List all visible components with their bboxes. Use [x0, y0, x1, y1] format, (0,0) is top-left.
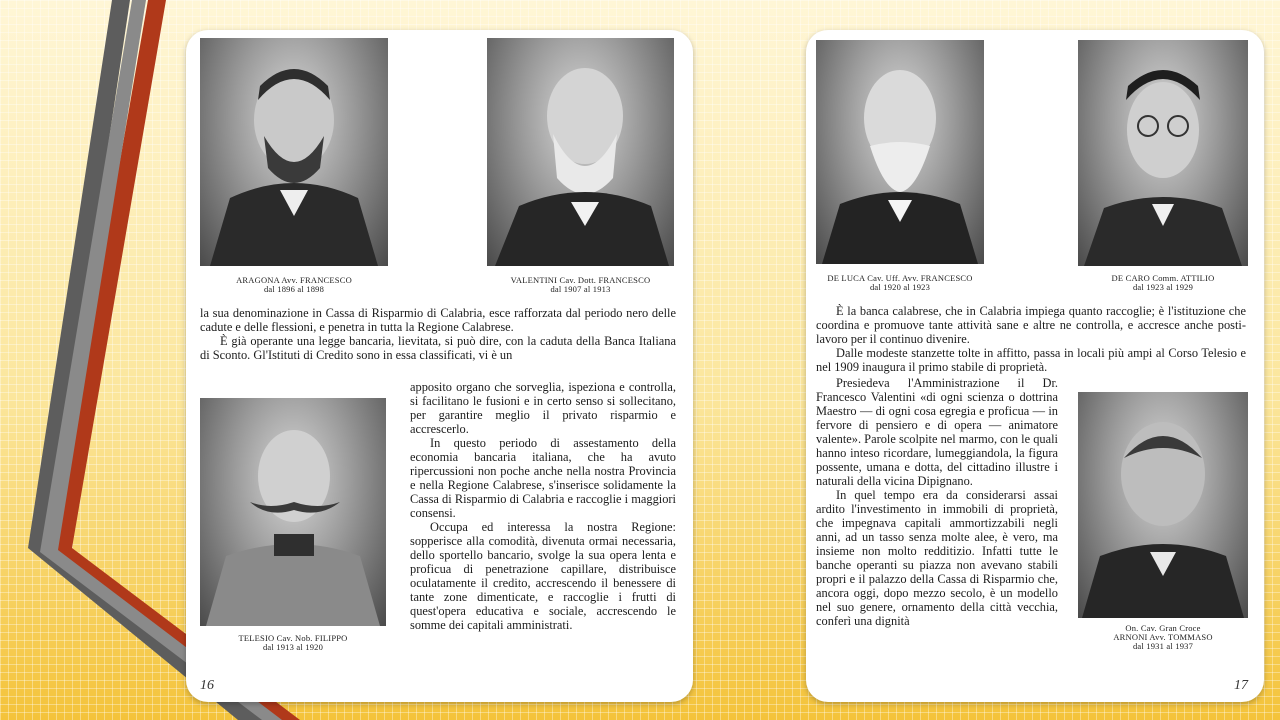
- paragraph: Occupa ed interessa la nostra Regione: sopperisce alla comodità, divenuta ormai necessaria, dello sportello bancario, svolge la sua opera lenta e proficua di penetrazione capillare, distribuisce oculatamente il credito, accrescendo il benessere di tante zone dimenticate, e raccoglie i frutti di quest'opera educativa e sociale, accrescendo le somme dei capitali amministrati.: [410, 520, 676, 632]
- portrait-telesio: [200, 398, 386, 626]
- portrait-valentini: [487, 38, 674, 266]
- caption-dates: dal 1913 al 1920: [262, 642, 324, 652]
- page-number: 17: [1234, 678, 1248, 693]
- paragraph: In quel tempo era da considerarsi assai ardito l'investimento in immobili di proprietà, che impegnava capitali ammortizzabili negli anni, ad un tasso senza molte alee, è vero, ma insieme non molto redditizio. Infatti tutte le banche operanti su piazza non avevano stabili propri e il palazzo della Cassa di Risparmio che, ancora oggi, dopo mezzo secolo, è un modello nel suo genere, ornamento della città vecchia, conferì una dignità: [816, 488, 1058, 628]
- paragraph: È già operante una legge bancaria, lievitata, si può dire, con la caduta della Banca Italiana di Sconto. Gl'Istituti di Credito sono in essa classificati, vi è un: [200, 334, 676, 362]
- portrait-de-caro: [1078, 40, 1248, 266]
- caption-de-luca: [806, 274, 994, 292]
- portrait-de-luca: [816, 40, 984, 264]
- caption-dates: dal 1896 al 1898: [263, 284, 325, 294]
- portrait-photo-icon: [487, 38, 674, 266]
- caption-valentini: [487, 276, 674, 294]
- caption-aragona: [200, 276, 388, 294]
- paragraph: È la banca calabrese, che in Calabria impiega quanto raccoglie; è l'istituzione che coordina e promuove tante attività sane e altre ne controlla, e accresce anche posti-lavoro per il continuo divenire.: [816, 304, 1246, 346]
- page-number: 16: [200, 678, 214, 693]
- paragraph: Presiedeva l'Amministrazione il Dr. Francesco Valentini «di ogni scienza o dottrina Maestro — di ogni cosa egregia e proficua — in fervore di pensiero e di opera — animatore valente». Parole scolpite nel marmo, con le quali hanno inteso ricordare, lumeggiandola, la figura possente, umana e dotta, del cittadino illustre i naturali della vicina Dipignano.: [816, 376, 1058, 488]
- right-text-column: [816, 376, 1058, 628]
- caption-dates: dal 1923 al 1929: [1132, 282, 1194, 292]
- caption-dates: dal 1920 al 1923: [869, 282, 931, 292]
- portrait-photo-icon: [1078, 392, 1248, 618]
- caption-name: VALENTINI Cav. Dott. FRANCESCO: [510, 275, 651, 285]
- paragraph: In questo periodo di assestamento della economia bancaria italiana, che ha avuto ripercussioni non poche anche nella nostra Provincia e nella Regione Calabrese, s'inserisce solidamente la Cassa di Risparmio di Calabria e raccoglie i maggiori consensi.: [410, 436, 676, 520]
- left-page: [186, 30, 693, 702]
- portrait-photo-icon: [200, 398, 386, 626]
- caption-name: DE CARO Comm. ATTILIO: [1111, 273, 1215, 283]
- caption-telesio: [200, 634, 386, 652]
- caption-de-caro: [1078, 274, 1248, 292]
- portrait-photo-icon: [816, 40, 984, 264]
- paragraph: la sua denominazione in Cassa di Risparmio di Calabria, esce rafforzata dal periodo nero delle cadute e delle flessioni, e penetra in tutta la Regione Calabrese.: [200, 306, 676, 334]
- caption-arnoni: [1078, 624, 1248, 651]
- portrait-photo-icon: [1078, 40, 1248, 266]
- caption-name: ARAGONA Avv. FRANCESCO: [236, 275, 352, 285]
- portrait-aragona: [200, 38, 388, 266]
- right-text-top: [816, 304, 1246, 374]
- caption-name: DE LUCA Cav. Uff. Avv. FRANCESCO: [827, 273, 973, 283]
- right-page: [806, 30, 1264, 702]
- caption-name: ARNONI Avv. TOMMASO: [1113, 632, 1213, 642]
- caption-title: On. Cav. Gran Croce: [1125, 623, 1201, 633]
- portrait-photo-icon: [200, 38, 388, 266]
- caption-name: TELESIO Cav. Nob. FILIPPO: [238, 633, 348, 643]
- paragraph: Dalle modeste stanzette tolte in affitto, passa in locali più ampi al Corso Telesio e nel 1909 inaugura il primo stabile di proprietà.: [816, 346, 1246, 374]
- caption-dates: dal 1931 al 1937: [1132, 641, 1194, 651]
- caption-dates: dal 1907 al 1913: [550, 284, 611, 294]
- left-text-top: [200, 306, 676, 362]
- paragraph: apposito organo che sorveglia, ispeziona e controlla, si facilitano le fusioni e in certo senso si sollecitano, per garantire meglio il privato risparmio e accrescerlo.: [410, 380, 676, 436]
- left-text-column: [410, 380, 676, 632]
- portrait-arnoni: [1078, 392, 1248, 618]
